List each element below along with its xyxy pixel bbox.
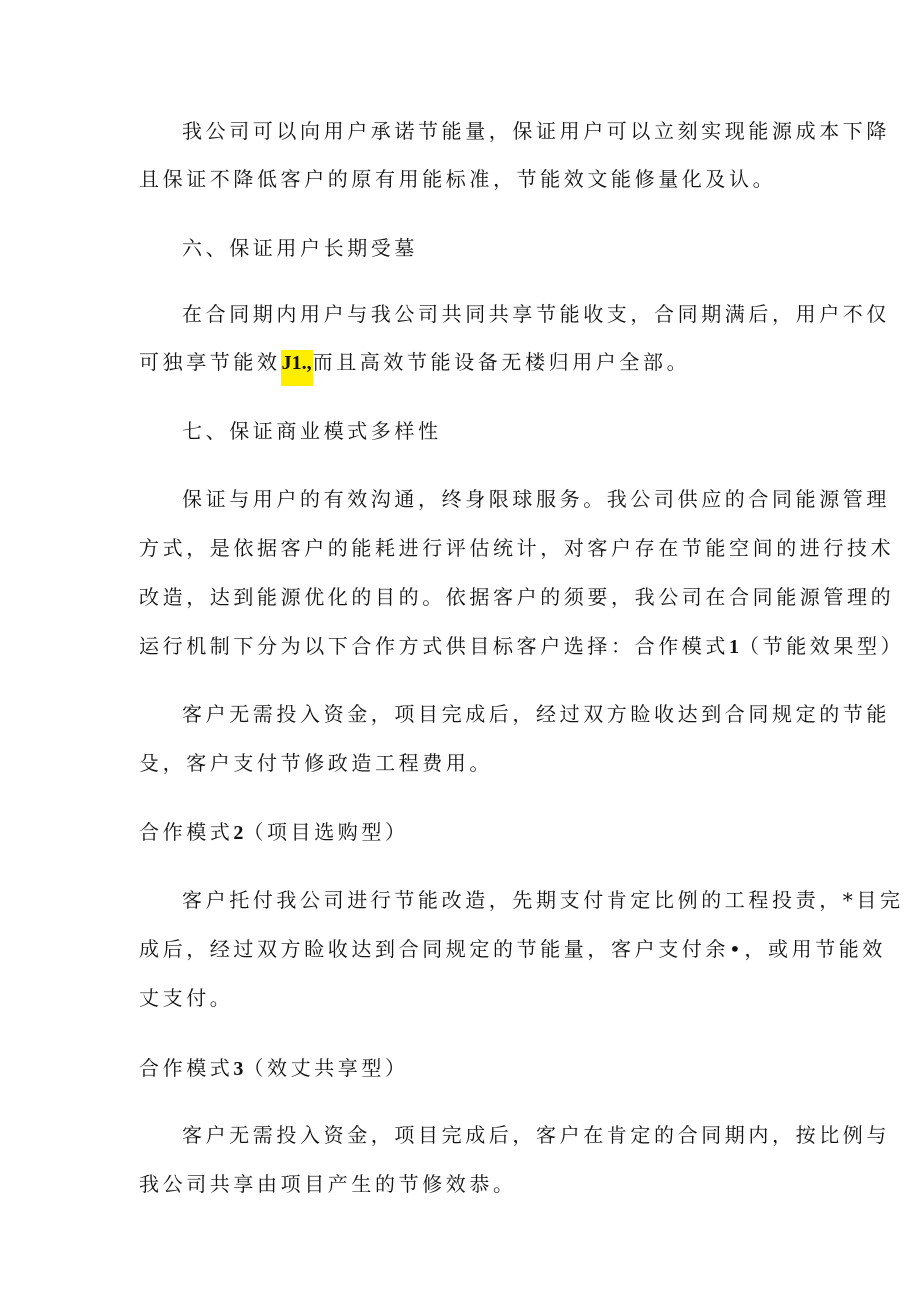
mode-number: 3 — [233, 1058, 244, 1080]
mode-number: 1 — [729, 636, 739, 658]
paragraph-line: 丈支付。 — [139, 986, 234, 1010]
paragraph-line — [139, 348, 690, 377]
paragraph-line: 保证与用户的有效沟通，终身限球服务。我公司供应的合同能源管理 — [182, 487, 890, 511]
paragraph-line: 改造，达到能源优化的目的。依据客户的须要，我公司在合同能源管理的 — [139, 585, 895, 609]
paragraph-line: 客户无需投入资金，项目完成后，经过双方睑收达到合同规定的节能 — [182, 702, 890, 726]
text-segment: 合作模式 — [139, 1056, 234, 1080]
paragraph-line: 客户无需投入资金，项目完成后，客户在肯定的合同期内，按比例与 — [182, 1123, 890, 1147]
text-segment: （节能效果型） — [739, 634, 905, 658]
paragraph-line: 且保证不降低客户的原有用能标准，节能效文能修量化及认。 — [139, 167, 777, 191]
paragraph-line — [139, 632, 904, 661]
paragraph-line: 方式，是依据客户的能耗进行评估统计，对客户存在节能空间的进行技术 — [139, 536, 895, 560]
paragraph-line: 我公司可以向用户承诺节能量，保证用户可以立刻实现能源成本下降 — [182, 119, 890, 143]
text-segment: 而且高效节能设备无楼归用户全部。 — [312, 350, 691, 374]
paragraph-line: 我公司共享由项目产生的节修效恭。 — [139, 1172, 517, 1196]
mode-heading-2 — [139, 818, 409, 847]
mode-number: 2 — [233, 822, 244, 844]
text-segment: 可独享节能效 — [139, 350, 281, 374]
text-segment: 合作模式 — [139, 820, 234, 844]
section-heading-7: 七、保证商业模式多样性 — [182, 419, 442, 443]
text-segment: 运行机制下分为以下合作方式供目标客户选择：合作模式 — [139, 634, 729, 658]
section-heading-6: 六、保证用户长期受墓 — [182, 236, 418, 260]
paragraph-line: 在合同期内用户与我公司共同共享节能收支，合同期满后，用户不仅 — [182, 302, 890, 326]
highlighted-text: J1., — [281, 350, 313, 386]
paragraph-line: 客户托付我公司进行节能改造，先期支付肯定比例的工程投责，*目完 — [182, 888, 904, 912]
paragraph-line: 殳，客户支付节修政造工程费用。 — [139, 751, 493, 775]
paragraph-line: 成后，经过双方睑收达到合同规定的节能量，客户支付余•，或用节能效 — [139, 937, 886, 961]
text-segment: （项目选购型） — [243, 820, 409, 844]
mode-heading-3 — [139, 1054, 409, 1083]
text-segment: （效丈共享型） — [243, 1056, 409, 1080]
